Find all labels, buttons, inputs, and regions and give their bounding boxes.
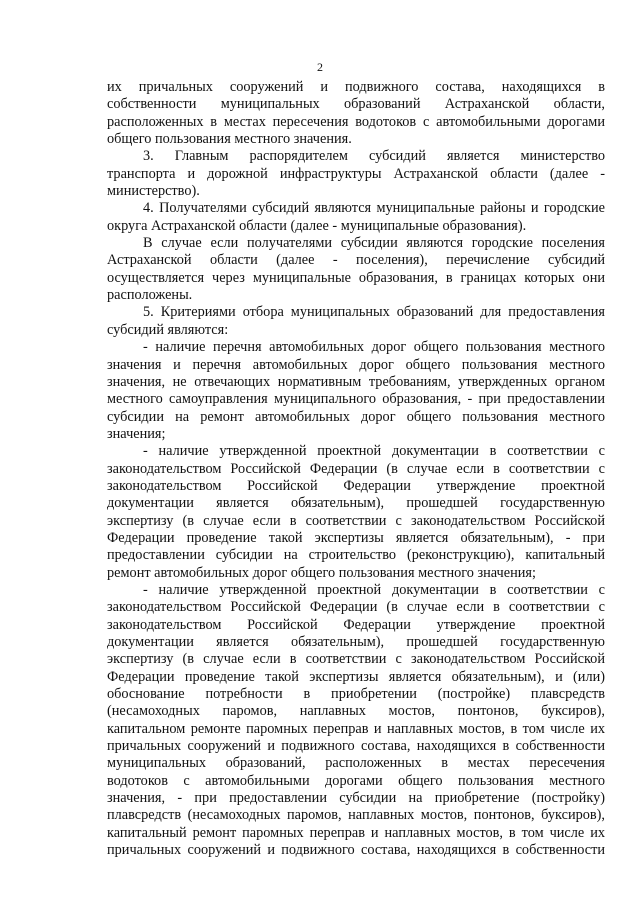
text-line: их причальных сооружений и подвижного состава, находящихся в <box>107 79 605 95</box>
text-line: предоставлении субсидии на строительство (реконструкцию), капитальный <box>107 547 605 564</box>
text-line: значения; <box>107 425 166 442</box>
text-line: (несамоходных паромов, наплавных мостов, понтонов, буксиров), <box>107 703 605 720</box>
text-line: значения, - при предоставлении субсидии на приобретение (постройку) <box>107 790 605 807</box>
text-line: значения, не отвечающих нормативным требованиям, утвержденных органом <box>107 373 605 390</box>
text-line: общего пользования местного значения. <box>107 131 352 148</box>
text-line: расположенных в местах пересечения водотоков с автомобильными дорогами <box>107 113 605 130</box>
text-line: экспертизу (в случае если в соответствии с законодательством Российской <box>107 651 605 668</box>
text-line: ремонт автомобильных дорог общего пользования местного значения; <box>107 564 536 581</box>
text-line: муниципальных образований, расположенных в местах пересечения <box>107 755 605 772</box>
text-line: причальных сооружений и подвижного состава, находящихся в собственности <box>107 842 605 859</box>
text-line: обоснование потребности в приобретении (постройке) плавсредств <box>107 686 605 703</box>
text-line: собственности муниципальных образований Астраханской области, <box>107 96 605 113</box>
text-line: округа Астраханской области (далее - муниципальные образования). <box>107 217 527 234</box>
text-line: Федерации проведение такой экспертизы является обязательным), и (или) <box>107 668 605 685</box>
text-line: - наличие утвержденной проектной документации в соответствии с <box>143 581 605 598</box>
text-line: капитальный ремонт паромных переправ и наплавных мостов, в том числе их <box>107 824 605 841</box>
text-line: Астраханской области (далее - поселения), перечисление субсидий <box>107 252 605 269</box>
text-line: В случае если получателями субсидии являются городские поселения <box>143 235 605 252</box>
text-line: 4. Получателями субсидий являются муниципальные районы и городские <box>143 200 605 217</box>
text-line: документации является обязательным), прошедшей государственную <box>107 634 605 650</box>
text-line: транспорта и дорожной инфраструктуры Астраханской области (далее - <box>107 165 605 182</box>
text-line: субсидий являются: <box>107 321 229 338</box>
text-line: водотоков с автомобильными дорогами общего пользования местного <box>107 772 605 789</box>
text-line: документации является обязательным), прошедшей государственную <box>107 495 605 512</box>
text-line: - наличие перечня автомобильных дорог общего пользования местного <box>143 339 605 356</box>
text-line: субсидии на ремонт автомобильных дорог общего пользования местного <box>107 408 605 425</box>
text-line: министерство). <box>107 183 200 200</box>
text-line: плавсредств (несамоходных паромов, наплавных мостов, понтонов, буксиров), <box>107 807 605 824</box>
text-line: 3. Главным распорядителем субсидий является министерство <box>143 148 605 165</box>
text-line: Федерации проведение такой экспертизы является обязательным), - при <box>107 529 605 546</box>
page-number: 2 <box>317 60 323 74</box>
text-line: капитальном ремонте паромных переправ и наплавных мостов, в том числе их <box>107 720 605 737</box>
text-line: законодательством Российской Федерации утверждение проектной <box>107 477 605 494</box>
text-line: - наличие утвержденной проектной документации в соответствии с <box>143 443 605 460</box>
text-line: 5. Критериями отбора муниципальных образований для предоставления <box>143 304 605 321</box>
text-line: местного самоуправления муниципального образования, - при предоставлении <box>107 391 605 408</box>
text-line: расположены. <box>107 287 193 304</box>
text-line: осуществляется через муниципальные образования, в границах которых они <box>107 269 605 286</box>
text-line: законодательством Российской Федерации (в случае если в соответствии с <box>107 599 605 616</box>
text-line: причальных сооружений и подвижного состава, находящихся в собственности <box>107 738 605 755</box>
text-line: законодательством Российской Федерации (в случае если в соответствии с <box>107 460 605 477</box>
text-line: значения и перечня автомобильных дорог общего пользования местного <box>107 356 605 373</box>
document-body <box>107 79 605 859</box>
text-line: законодательством Российской Федерации утверждение проектной <box>107 616 605 633</box>
text-line: экспертизу (в случае если в соответствии с законодательством Российской <box>107 512 605 529</box>
